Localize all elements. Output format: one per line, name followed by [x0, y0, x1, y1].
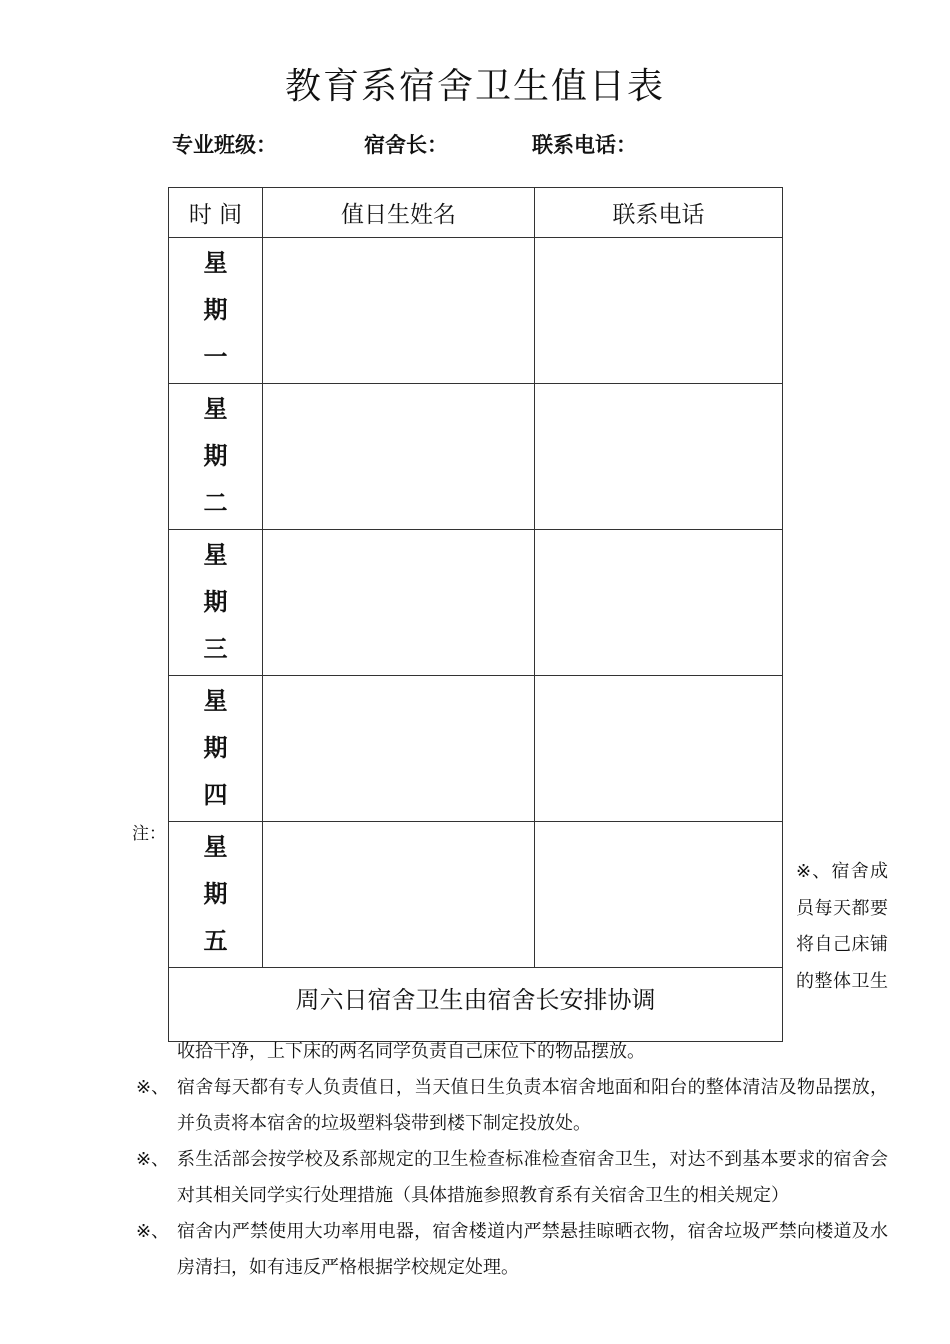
day-char: 四 — [203, 781, 228, 809]
name-cell[interactable] — [263, 530, 535, 676]
day-char: 五 — [203, 927, 228, 955]
phone-cell[interactable] — [535, 822, 783, 968]
day-friday — [169, 822, 263, 968]
side-note: ※、宿舍成员每天都要将自己床铺的整体卫生 — [796, 861, 888, 992]
table-row — [169, 676, 783, 822]
note-item — [136, 1214, 888, 1286]
day-char: 期 — [203, 588, 228, 616]
weekend-note: 周六日宿舍卫生由宿舍长安排协调 — [169, 968, 783, 1042]
day-char: 二 — [203, 489, 228, 517]
major-class-label: 专业班级： — [172, 133, 277, 157]
day-char: 星 — [203, 833, 228, 861]
name-cell[interactable] — [263, 238, 535, 384]
table-row — [169, 822, 783, 968]
day-char: 星 — [203, 395, 228, 423]
day-tuesday — [169, 384, 263, 530]
note-label: 注： — [132, 824, 166, 844]
phone-cell[interactable] — [535, 676, 783, 822]
name-cell[interactable] — [263, 384, 535, 530]
day-char: 星 — [203, 541, 228, 569]
table-row — [169, 238, 783, 384]
note-marker: ※、 — [136, 1077, 170, 1098]
day-char: 三 — [203, 635, 228, 663]
day-thursday — [169, 676, 263, 822]
dorm-leader-label: 宿舍长： — [364, 133, 448, 157]
phone-cell[interactable] — [535, 384, 783, 530]
day-char: 期 — [203, 880, 228, 908]
header-phone: 联系电话 — [535, 188, 783, 238]
note-item — [136, 1142, 888, 1214]
phone-cell[interactable] — [535, 530, 783, 676]
duty-roster-table — [168, 187, 783, 1042]
note-marker: ※、 — [136, 1149, 170, 1170]
page-title: 教育系宿舍卫生值日表 — [284, 66, 665, 107]
note-text: 系生活部会按学校及系部规定的卫生检查标准检查宿舍卫生，对达不到基本要求的宿舍会对其相关同学实行处理措施（具体措施参照教育系有关宿舍卫生的相关规定） — [177, 1149, 888, 1206]
note-marker: ※、 — [136, 1221, 170, 1242]
header-time: 时 间 — [169, 188, 263, 238]
day-char: 期 — [203, 734, 228, 762]
note-text: 宿舍内严禁使用大功率用电器，宿舍楼道内严禁悬挂晾晒衣物，宿舍垃圾严禁向楼道及水房清扫，如有违反严格根据学校规定处理。 — [177, 1221, 888, 1278]
name-cell[interactable] — [263, 676, 535, 822]
header-duty-name: 值日生姓名 — [263, 188, 535, 238]
contact-phone-label: 联系电话： — [532, 133, 637, 157]
day-monday — [169, 238, 263, 384]
table-row — [169, 530, 783, 676]
day-char: 星 — [203, 687, 228, 715]
table-row — [169, 384, 783, 530]
day-char: 期 — [203, 296, 228, 324]
day-char: 期 — [203, 442, 228, 470]
table-footer-row — [169, 968, 783, 1042]
name-cell[interactable] — [263, 822, 535, 968]
note-item — [136, 1070, 888, 1142]
day-char: 一 — [203, 343, 228, 371]
note-text: 宿舍每天都有专人负责值日，当天值日生负责本宿舍地面和阳台的整体清洁及物品摆放，并负责将本宿舍的垃圾塑料袋带到楼下制定投放处。 — [177, 1077, 888, 1134]
table-header-row — [169, 188, 783, 238]
day-wednesday — [169, 530, 263, 676]
day-char: 星 — [203, 249, 228, 277]
phone-cell[interactable] — [535, 238, 783, 384]
note-continuation: 收拾干净，上下床的两名同学负责自己床位下的物品摆放。 — [177, 1041, 645, 1062]
